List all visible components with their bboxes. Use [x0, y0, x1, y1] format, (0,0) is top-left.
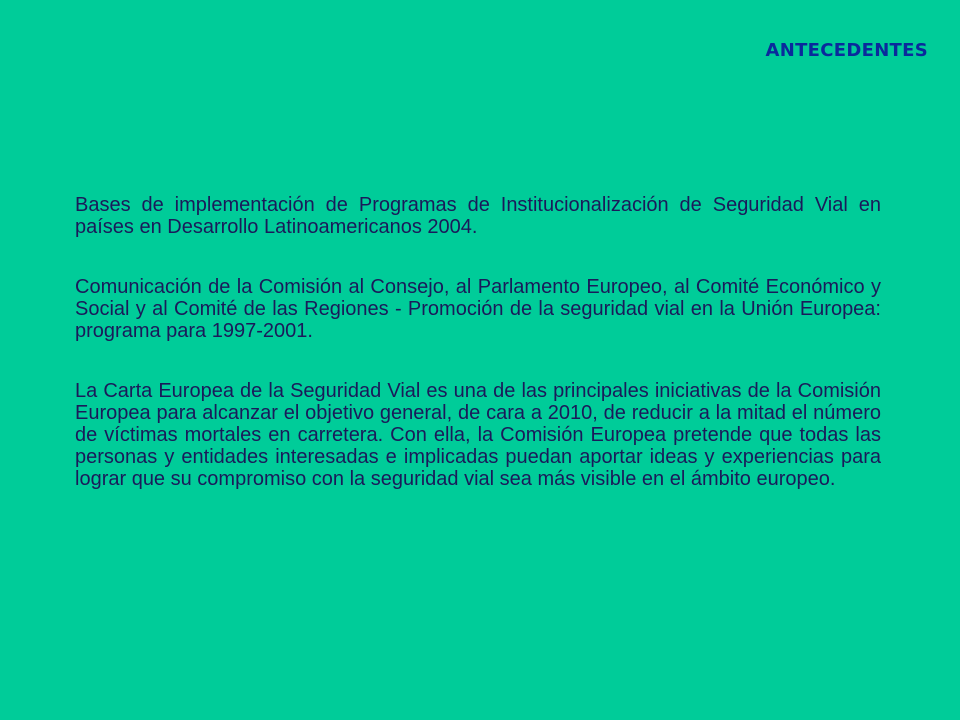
slide-title: ANTECEDENTES [765, 40, 928, 61]
slide-body [75, 194, 881, 490]
paragraph-2: Comunicación de la Comisión al Consejo, al Parlamento Europeo, al Comité Económico y Social y al Comité de las Regiones - Promoción de la seguridad vial en la Unión Europea: programa para 1997-2001. [75, 276, 881, 342]
paragraph-1: Bases de implementación de Programas de Institucionalización de Seguridad Vial en países en Desarrollo Latinoamericanos 2004. [75, 194, 881, 238]
paragraph-3: La Carta Europea de la Seguridad Vial es una de las principales iniciativas de la Comisión Europea para alcanzar el objetivo general, de cara a 2010, de reducir a la mitad el número de víctimas mortales en carretera. Con ella, la Comisión Europea pretende que todas las personas y entidades interesadas e implicadas puedan aportar ideas y experiencias para lograr que su compromiso con la seguridad vial sea más visible en el ámbito europeo. [75, 380, 881, 490]
